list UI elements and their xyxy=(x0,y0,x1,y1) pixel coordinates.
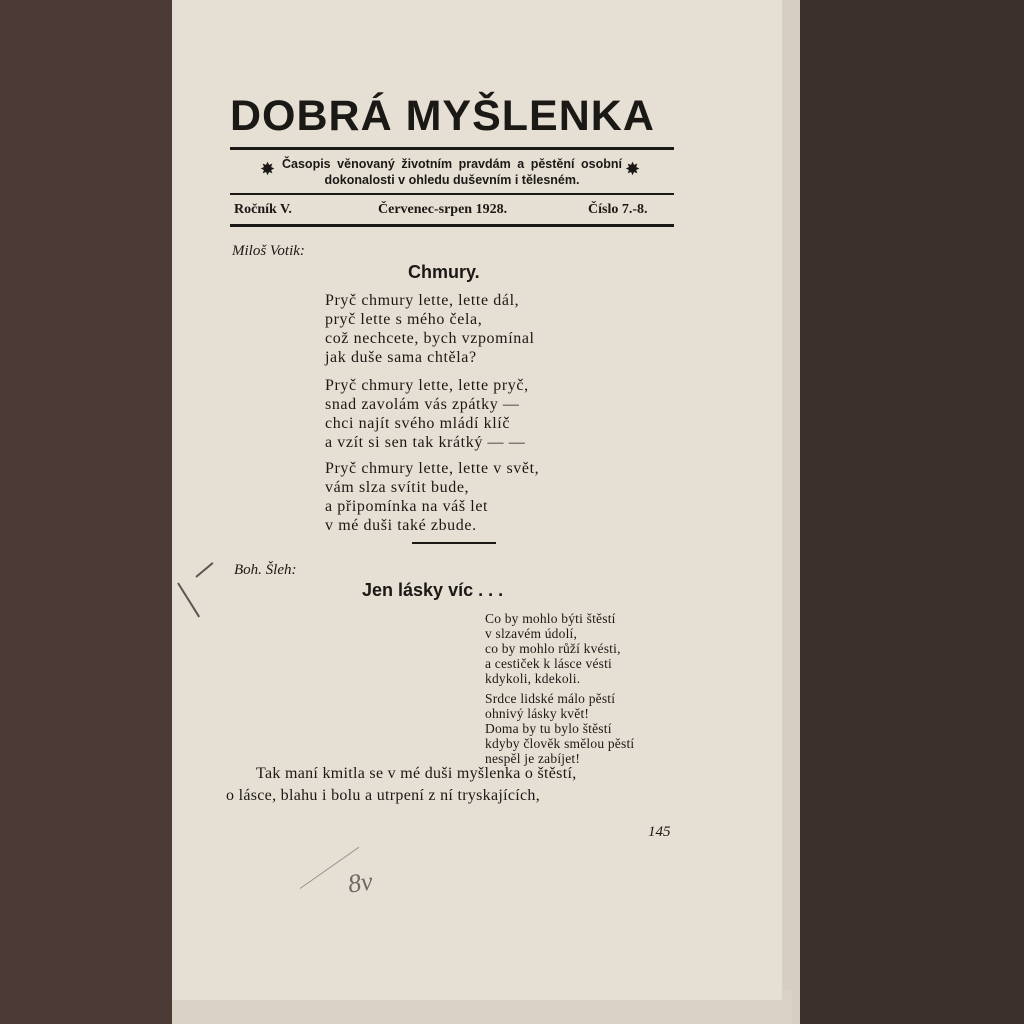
page-number: 145 xyxy=(648,824,671,840)
verse-line: ohnivý lásky květ! xyxy=(485,706,590,721)
verse-line: jak duše sama chtěla? xyxy=(325,349,477,366)
poem1-stanza-1 xyxy=(325,291,535,367)
pencil-mark xyxy=(177,582,200,617)
verse-line: a cestiček k lásce vésti xyxy=(485,656,612,671)
masthead-title: DOBRÁ MYŠLENKA xyxy=(230,92,655,140)
issue-number: Číslo 7.-8. xyxy=(588,202,648,217)
poem1-stanza-2 xyxy=(325,376,529,452)
prose-paragraph xyxy=(226,763,674,807)
verse-line: Srdce lidské málo pěstí xyxy=(485,691,616,706)
poem2-author: Boh. Šleh: xyxy=(234,562,297,578)
pencil-mark xyxy=(195,562,213,578)
prose-line: Tak maní kmitla se v mé duši myšlenka o štěstí, xyxy=(256,765,577,782)
verse-line: v slzavém údolí, xyxy=(485,626,578,641)
poem1-author: Miloš Votik: xyxy=(232,243,305,259)
masthead-tagline: Časopis věnovaný životním pravdám a pěstění osobní dokonalosti v ohledu duševním i tělesném. xyxy=(282,157,622,187)
verse-line: a vzít si sen tak krátký — — xyxy=(325,434,526,451)
poem2-stanza-1 xyxy=(485,611,621,686)
verse-line: v mé duši také zbude. xyxy=(325,517,477,534)
verse-line: vám slza svítit bude, xyxy=(325,479,470,496)
verse-line: Pryč chmury lette, lette v svět, xyxy=(325,460,540,477)
background xyxy=(780,0,1024,1024)
verse-line: což nechcete, bych vzpomínal xyxy=(325,330,535,347)
section-separator xyxy=(412,542,496,544)
poem1-stanza-3 xyxy=(325,459,539,535)
issue-rule-top xyxy=(230,193,674,195)
star-ornament-right: ✸ xyxy=(625,159,641,179)
verse-line: chci najít svého mládí klíč xyxy=(325,415,511,432)
magazine-page xyxy=(172,0,782,1000)
verse-line: snad zavolám vás zpátky — xyxy=(325,396,520,413)
poem1-title: Chmury. xyxy=(408,262,480,282)
poem2-title: Jen lásky víc . . . xyxy=(362,580,504,600)
verse-line: kdyby člověk smělou pěstí xyxy=(485,736,635,751)
verse-line: Doma by tu bylo štěstí xyxy=(485,721,612,736)
pencil-annotation: 8v xyxy=(346,866,375,899)
star-ornament-left: ✸ xyxy=(260,159,276,179)
issue-rule-bottom xyxy=(230,224,674,227)
verse-line: a připomínka na váš let xyxy=(325,498,489,515)
verse-line: pryč lette s mého čela, xyxy=(325,311,483,328)
verse-line: Pryč chmury lette, lette dál, xyxy=(325,292,520,309)
masthead-rule-top xyxy=(230,147,674,150)
issue-volume: Ročník V. xyxy=(234,202,292,217)
issue-date: Červenec-srpen 1928. xyxy=(378,202,508,217)
verse-line: nespěl je zabíjet! xyxy=(485,751,581,766)
prose-line: o lásce, blahu i bolu a utrpení z ní tryskajících, xyxy=(226,787,541,804)
verse-line: co by mohlo růží kvésti, xyxy=(485,641,621,656)
verse-line: Pryč chmury lette, lette pryč, xyxy=(325,377,529,394)
verse-line: kdykoli, kdekoli. xyxy=(485,671,581,686)
verse-line: Co by mohlo býti štěstí xyxy=(485,611,616,626)
poem2-stanza-2 xyxy=(485,691,634,766)
